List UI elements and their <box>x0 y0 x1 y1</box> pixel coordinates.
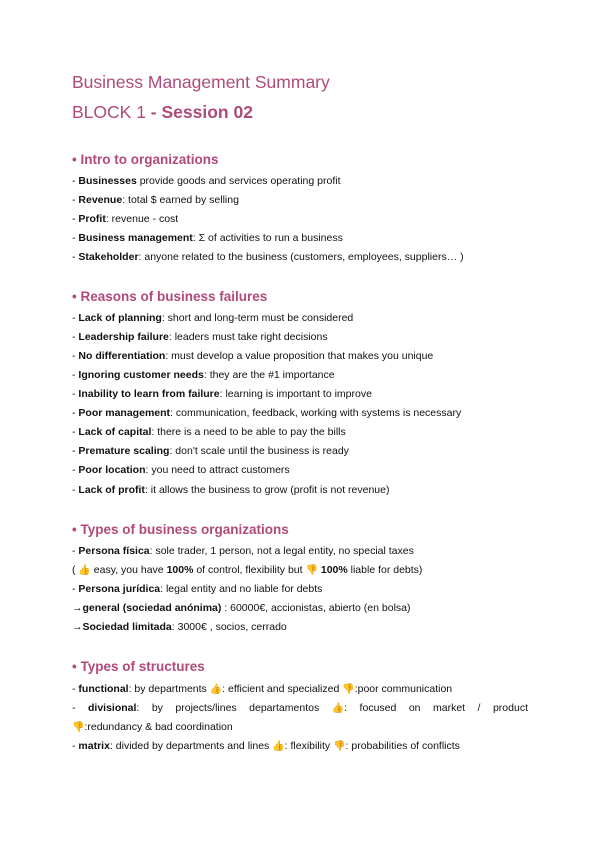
list-item: - Persona física: sole trader, 1 person, not a legal entity, no special taxes <box>72 545 414 557</box>
list-item: - Poor location: you need to attract customers <box>72 464 290 476</box>
thumbs-up-icon: 👍 <box>78 565 91 576</box>
thumbs-down-icon: 👎 <box>305 565 318 576</box>
list-item: - Profit: revenue - cost <box>72 213 179 225</box>
list-item: - Revenue: total $ earned by selling <box>72 194 239 206</box>
document-subtitle: BLOCK 1 - Session 02 <box>72 102 253 122</box>
thumbs-down-icon: 👎 <box>333 741 346 752</box>
thumbs-up-icon: 👍 <box>331 703 345 714</box>
list-item: - Inability to learn from failure: learning is important to improve <box>72 388 372 400</box>
list-item-continuation: 👎:redundancy & bad coordination <box>72 721 233 733</box>
list-item: - Businesses provide goods and services operating profit <box>72 175 341 187</box>
list-item: - Lack of profit: it allows the business to grow (profit is not revenue) <box>72 484 390 496</box>
list-item: - matrix: divided by departments and lines 👍: flexibility 👎: probabilities of conflicts <box>72 740 460 752</box>
list-item: - Lack of planning: short and long-term must be considered <box>72 312 354 324</box>
list-item: - Persona jurídica: legal entity and no liable for debts <box>72 583 323 595</box>
section-heading-failures: • Reasons of business failures <box>72 289 268 304</box>
list-item: ( 👍 easy, you have 100% of control, flexibility but 👎 100% liable for debts) <box>72 564 423 576</box>
document-title: Business Management Summary <box>72 72 330 92</box>
list-item: - Poor management: communication, feedback, working with systems is necessary <box>72 407 462 419</box>
list-item: - divisional: by projects/lines departamentos 👍: focused on market / product <box>72 702 528 714</box>
section-heading-structures: • Types of structures <box>72 659 205 674</box>
thumbs-down-icon: 👎 <box>72 722 85 733</box>
thumbs-up-icon: 👍 <box>209 684 223 695</box>
section-heading-intro: • Intro to organizations <box>72 152 219 167</box>
list-item: - Stakeholder: anyone related to the business (customers, employees, suppliers… ) <box>72 251 464 263</box>
list-item: - No differentiation: must develop a value proposition that makes you unique <box>72 350 434 362</box>
list-item: - functional: by departments 👍: efficient and specialized 👎:poor communication <box>72 683 453 695</box>
list-item: →Sociedad limitada: 3000€ , socios, cerrado <box>72 621 287 633</box>
list-item: - Leadership failure: leaders must take right decisions <box>72 331 328 343</box>
list-item: - Business management: Σ of activities to run a business <box>72 232 343 244</box>
section-heading-organizations: • Types of business organizations <box>72 522 289 537</box>
thumbs-up-icon: 👍 <box>272 741 285 752</box>
list-item: - Premature scaling: don't scale until the business is ready <box>72 445 349 457</box>
thumbs-down-icon: 👎 <box>342 684 355 695</box>
list-item: - Ignoring customer needs: they are the #1 importance <box>72 369 335 381</box>
list-item: →general (sociedad anónima) : 60000€, accionistas, abierto (en bolsa) <box>72 602 411 614</box>
list-item: - Lack of capital: there is a need to be able to pay the bills <box>72 426 346 438</box>
